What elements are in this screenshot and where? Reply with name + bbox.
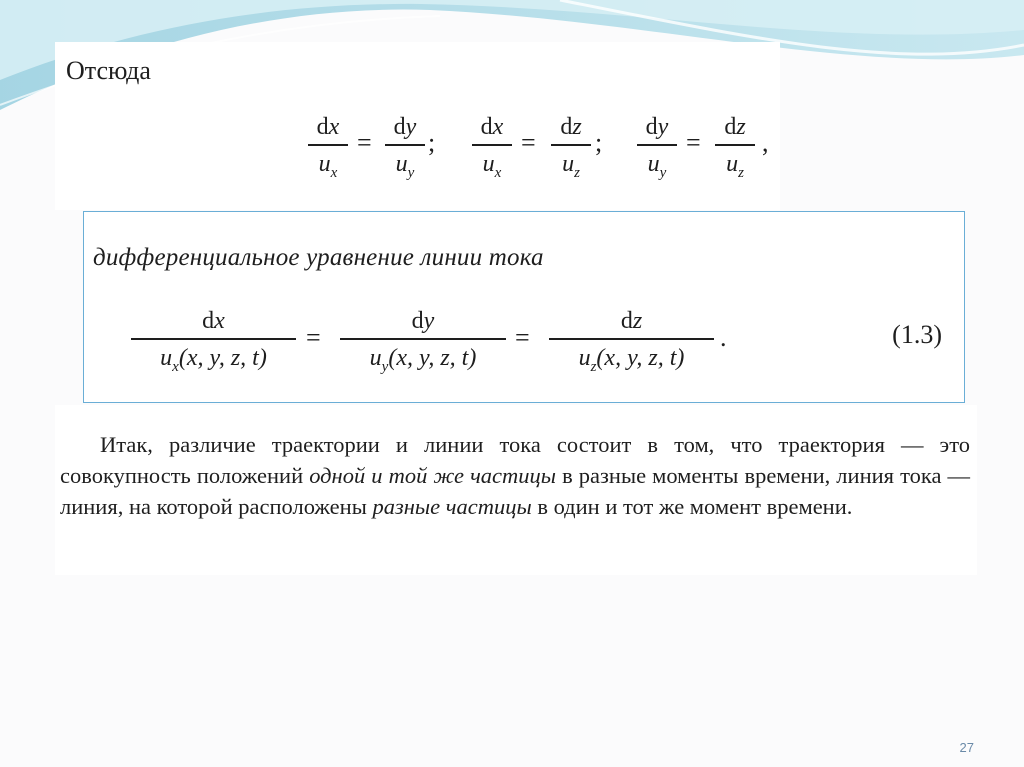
equals-sign: = (521, 128, 536, 157)
fraction: dz $u_z$ (715, 113, 755, 187)
definition-title: дифференциальное уравнение линии тока (93, 244, 544, 271)
fraction: dx $u_x$ (308, 113, 348, 187)
slide-number: 27 (959, 740, 974, 755)
fraction: dy $u_y$ (637, 113, 677, 187)
fraction: dz $u_z(x$, y, z, t) (549, 307, 714, 381)
emphasis-one-particle: одной и той же частицы (309, 463, 557, 488)
equals-sign: = (306, 323, 321, 352)
definition-box (83, 211, 965, 403)
fraction: dy $u_y$ (385, 113, 425, 187)
period: . (720, 323, 727, 352)
fraction: dx $u_x(x$, y, z, t) (131, 307, 296, 381)
separator: ; (428, 128, 436, 157)
equals-sign: = (515, 323, 530, 352)
explanation-paragraph: Итак, различие траектории и линии тока состоит в том, что траектория — это совокупность положений одной и той же частицы в разные моменты времени, линия тока — линия, на которой расположены разные частицы в один и тот же момент времени. (60, 432, 970, 519)
fraction: dx $u_x$ (472, 113, 512, 187)
emphasis-different-particles: разные частицы (372, 494, 532, 519)
fraction: dz $u_z$ (551, 113, 591, 187)
separator: , (762, 128, 769, 157)
heading: Отсюда (66, 56, 151, 85)
fraction: dy $u_y(x$, y, z, t) (340, 307, 506, 381)
equals-sign: = (357, 128, 372, 157)
equation-number: (1.3) (892, 320, 942, 349)
separator: ; (595, 128, 603, 157)
equals-sign: = (686, 128, 701, 157)
